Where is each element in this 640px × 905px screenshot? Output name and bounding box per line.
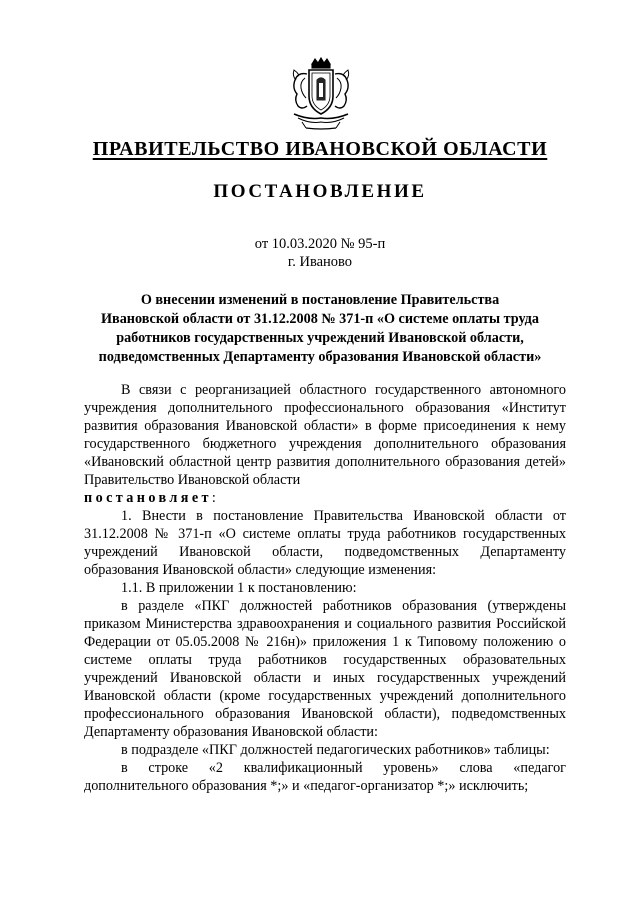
coat-of-arms-icon [288, 56, 354, 130]
paragraph-row: в строке «2 квалификационный уровень» слова «педагог дополнительного образования *;» и «педагог-организатор *;» исключить; [84, 760, 566, 794]
government-title: ПРАВИТЕЛЬСТВО ИВАНОВСКОЙ ОБЛАСТИ [92, 138, 548, 160]
decides-word: постановляет [84, 490, 212, 506]
decides-colon: : [211, 490, 216, 506]
paragraph-1: 1. Внести в постановление Правительства Ивановской области от 31.12.2008 № 371-п «О системе оплаты труда работников государственных учреждений Ивановской области, подведомственных Департаменту образования Ивановской области» следующие изменения: [84, 508, 566, 578]
subject-line: работников государственных учреждений Ивановской области, [116, 330, 524, 346]
document-subject [84, 291, 556, 367]
paragraph-section: в разделе «ПКГ должностей работников образования (утверждены приказом Министерства здравоохранения и социального развития Российской Федерации от 05.05.2008 № 216н)» приложения 1 к Типовому положению о системе оплаты труда работников государственных образовательных учреждений Ивановской области и иных государственных учреждений Ивановской области (кроме государственных учреждений дополнительного профессионального образования Ивановской области), подведомственных Департаменту образования Ивановской области: [84, 598, 566, 740]
paragraph-1-1: 1.1. В приложении 1 к постановлению: [121, 580, 357, 596]
subject-line: Ивановской области от 31.12.2008 № 371-п «О системе оплаты труда [101, 311, 539, 327]
preamble-text: В связи с реорганизацией областного государственного автономного учреждения дополнительного профессионального образования «Институт развития образования Ивановской области» в форме присоединения к нему государственного бюджетного учреждения дополнительного образования «Ивановский областной центр развития дополнительного образования детей» Правительство Ивановской области [84, 382, 566, 488]
subject-line: подведомственных Департаменту образования Ивановской области» [98, 349, 542, 365]
document-date-number: от 10.03.2020 № 95-п [254, 236, 386, 252]
decision-line [84, 489, 566, 507]
document-city: г. Иваново [287, 254, 353, 270]
subject-line: О внесении изменений в постановление Правительства [140, 292, 500, 308]
document-type: ПОСТАНОВЛЕНИЕ [213, 181, 427, 202]
paragraph-subsection: в подразделе «ПКГ должностей педагогических работников» таблицы: [121, 742, 550, 758]
preamble-paragraph [84, 381, 566, 489]
document-body [84, 381, 566, 795]
